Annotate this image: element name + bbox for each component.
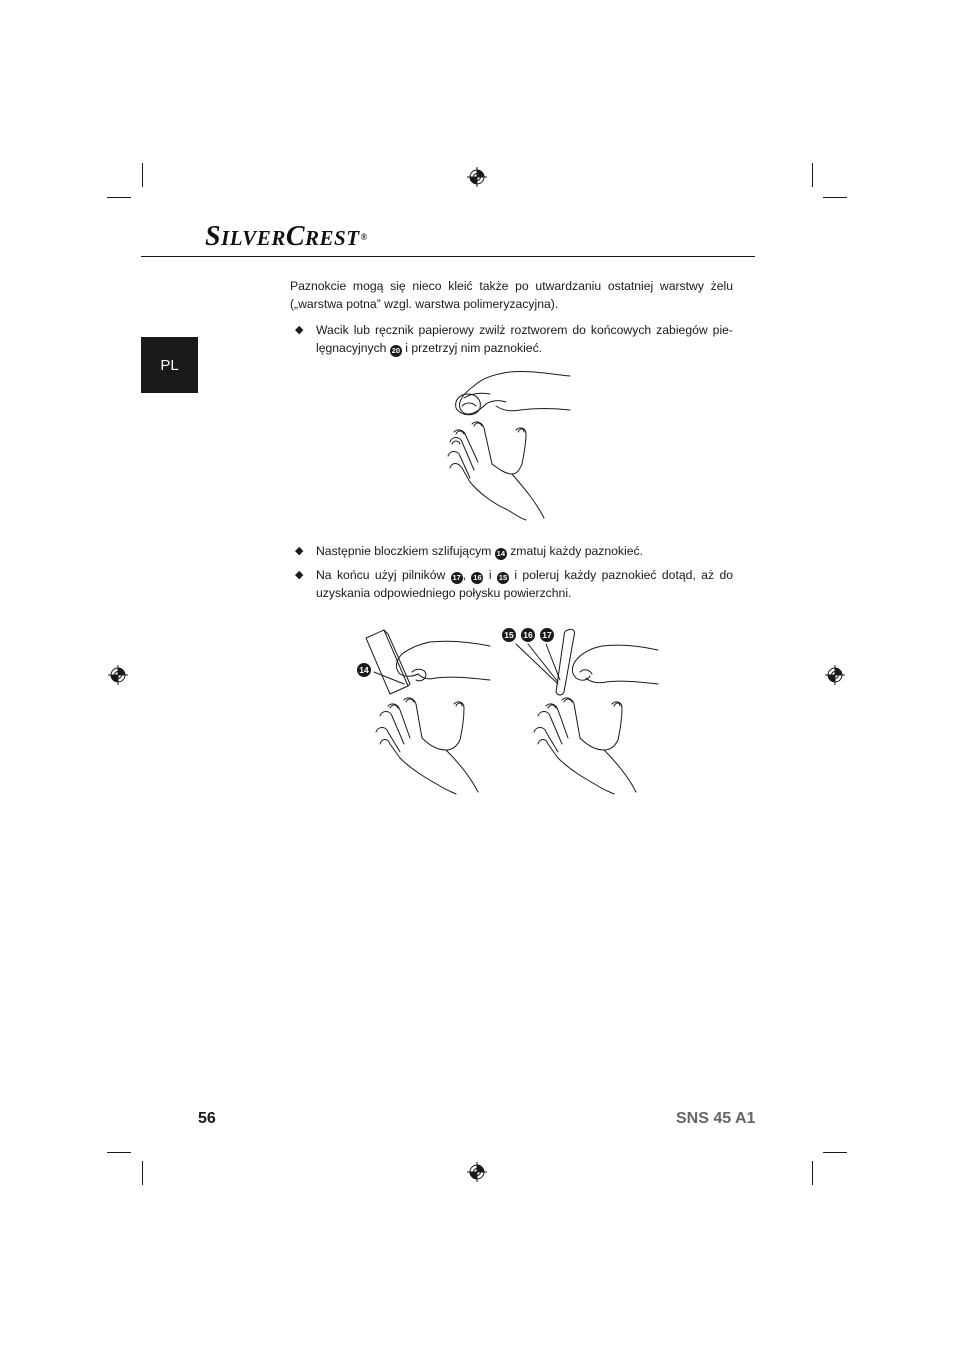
figure-label-16: 16 <box>521 628 535 642</box>
figure-label-17: 17 <box>540 628 554 642</box>
part-ref-14: 14 <box>496 549 505 558</box>
part-ref-20: 20 <box>391 346 401 355</box>
model-number: SNS 45 A1 <box>676 1110 756 1127</box>
part-ref-15: 15 <box>498 573 508 582</box>
crop-mark <box>107 197 131 198</box>
diamond-bullet-icon: ◆ <box>295 324 304 336</box>
registration-mark-icon <box>467 1162 487 1182</box>
figure-label-15: 15 <box>502 628 516 642</box>
figure-label-14: 14 <box>357 663 371 677</box>
language-tab: PL <box>141 337 198 393</box>
illustration-nail-files <box>510 628 670 794</box>
illustration-buffing-block <box>360 628 500 794</box>
registration-mark-icon <box>825 665 845 685</box>
crop-mark <box>823 1152 847 1153</box>
registration-mark-icon <box>108 665 128 685</box>
intro-paragraph: Paznokcie mogą się nieco kleić także po utwardzaniu ostatniej warstwy żelu („warstwa potna” wzgl. warstwa polimeryzacyjna). <box>290 279 733 311</box>
part-ref-16: 16 <box>473 573 482 582</box>
brand-logo: SILVERCREST® <box>205 221 368 252</box>
crop-mark <box>812 1161 813 1185</box>
diamond-bullet-icon: ◆ <box>295 569 304 581</box>
crop-mark <box>823 197 847 198</box>
header-rule <box>141 256 755 257</box>
instruction-bullet-1: ◆ Wacik lub ręcznik papierowy zwilż roztworem do końcowych zabiegów pie-lęgnacyjnych 20 i przetrzyj nim paznokieć. <box>295 323 733 355</box>
crop-mark <box>142 1161 143 1185</box>
illustration-wiping-nails <box>440 370 580 522</box>
crop-mark <box>142 163 143 187</box>
instruction-bullet-2: ◆ Następnie bloczkiem szlifującym 14 zmatuj każdy paznokieć. <box>295 544 643 558</box>
registration-mark-icon <box>467 167 487 187</box>
diamond-bullet-icon: ◆ <box>295 545 304 557</box>
part-ref-17: 17 <box>452 573 461 582</box>
crop-mark <box>107 1152 131 1153</box>
instruction-bullet-3: ◆ Na końcu użyj pilników 17 , 16 i 15 i poleruj każdy paznokieć dotąd, aż do uzyskania odpowiedniego połysku powierzchni. <box>295 568 733 600</box>
crop-mark <box>812 163 813 187</box>
page-number: 56 <box>198 1110 216 1127</box>
